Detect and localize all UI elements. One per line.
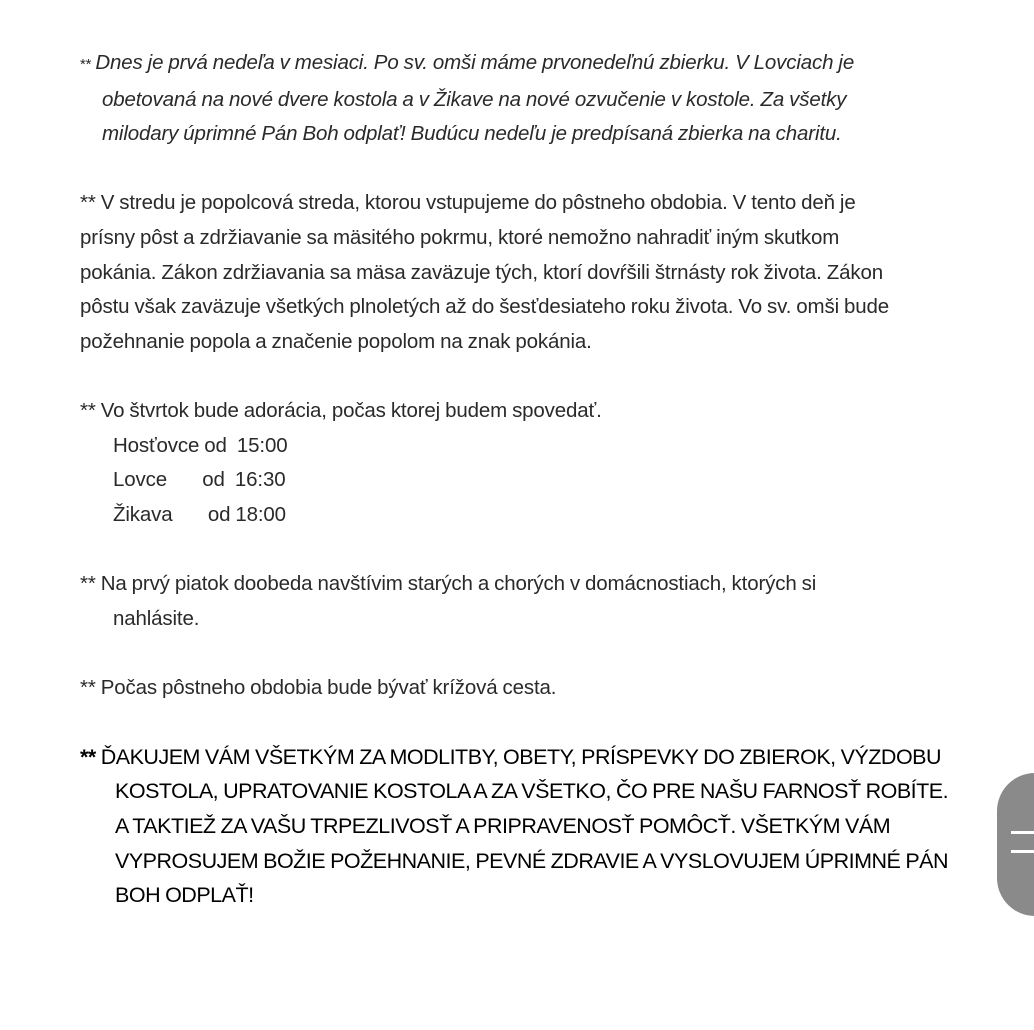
announcement-ash-wednesday (80, 186, 980, 359)
schedule-place: Žikava (113, 502, 173, 526)
announcement-line: KOSTOLA, UPRATOVANIE KOSTOLA A ZA VŠETKO, ČO PRE NAŠU FARNOSŤ ROBÍTE. (115, 779, 949, 804)
schedule-row (80, 498, 980, 533)
announcement-line: ** V stredu je popolcová streda, ktorou vstupujeme do pôstneho obdobia. V tento deň je (80, 191, 856, 215)
side-menu-tab[interactable] (997, 773, 1034, 916)
announcement-line: A TAKTIEŽ ZA VAŠU TRPEZLIVOSŤ A PRIPRAVENOSŤ POMÔCŤ. VŠETKÝM VÁM (115, 814, 891, 839)
announcement-line: VYPROSUJEM BOŽIE POŽEHNANIE, PEVNÉ ZDRAVIE A VYSLOVUJEM ÚPRIMNÉ PÁN (115, 848, 949, 873)
schedule-time: od 15:00 (204, 433, 288, 457)
bullet-stars: ** (80, 744, 96, 769)
announcement-line: ĎAKUJEM VÁM VŠETKÝM ZA MODLITBY, OBETY, PRÍSPEVKY DO ZBIEROK, VÝZDOBU (100, 744, 942, 769)
schedule-row (80, 463, 980, 498)
announcement-line: požehnanie popola a značenie popolom na znak pokánia. (80, 329, 592, 353)
announcement-line: ** Vo štvrtok bude adorácia, počas ktorej budem spovedať. (80, 398, 602, 422)
announcement-line: prísny pôst a zdržiavanie sa mäsitého pokrmu, ktoré nemožno nahradiť iným skutkom (80, 225, 840, 249)
announcement-first-friday (80, 567, 980, 636)
announcement-line: ** Počas pôstneho obdobia bude bývať krížová cesta. (80, 675, 557, 699)
bullet-stars: ** (80, 56, 92, 73)
announcement-line: pokánia. Zákon zdržiavania sa mäsa zaväzuje tých, ktorí dovŕšili štrnásty rok života. Zákon (80, 260, 883, 284)
menu-bar-icon (1011, 850, 1034, 853)
announcement-line: Dnes je prvá nedeľa v mesiaci. Po sv. omši máme prvonedeľnú zbierku. V Lovciach je (95, 51, 855, 74)
announcement-collection (80, 46, 980, 152)
announcement-line: milodary úprimné Pán Boh odplať! Budúcu nedeľu je predpísaná zbierka na charitu. (102, 122, 842, 146)
schedule-place: Lovce (113, 468, 167, 492)
schedule-time: od 16:30 (202, 468, 286, 492)
announcement-line: pôstu však zaväzuje všetkých plnoletých až do šesťdesiateho roku života. Vo sv. omši bude (80, 295, 890, 319)
announcement-stations-of-cross (80, 671, 980, 706)
announcement-thanks (80, 740, 980, 913)
menu-bar-icon (1011, 831, 1034, 834)
schedule-place: Hosťovce (113, 433, 200, 457)
schedule-time: od 18:00 (207, 502, 286, 526)
announcements-document (80, 46, 980, 947)
announcement-line: obetovaná na nové dvere kostola a v Žikave na nové ozvučenie v kostole. Za všetky (102, 87, 847, 111)
announcement-line: BOH ODPLAŤ! (115, 883, 254, 908)
announcement-line: nahlásite. (113, 606, 200, 630)
schedule-row (80, 429, 980, 464)
announcement-adoration (80, 394, 980, 532)
announcement-line: ** Na prvý piatok doobeda navštívim starých a chorých v domácnostiach, ktorých si (80, 571, 817, 595)
